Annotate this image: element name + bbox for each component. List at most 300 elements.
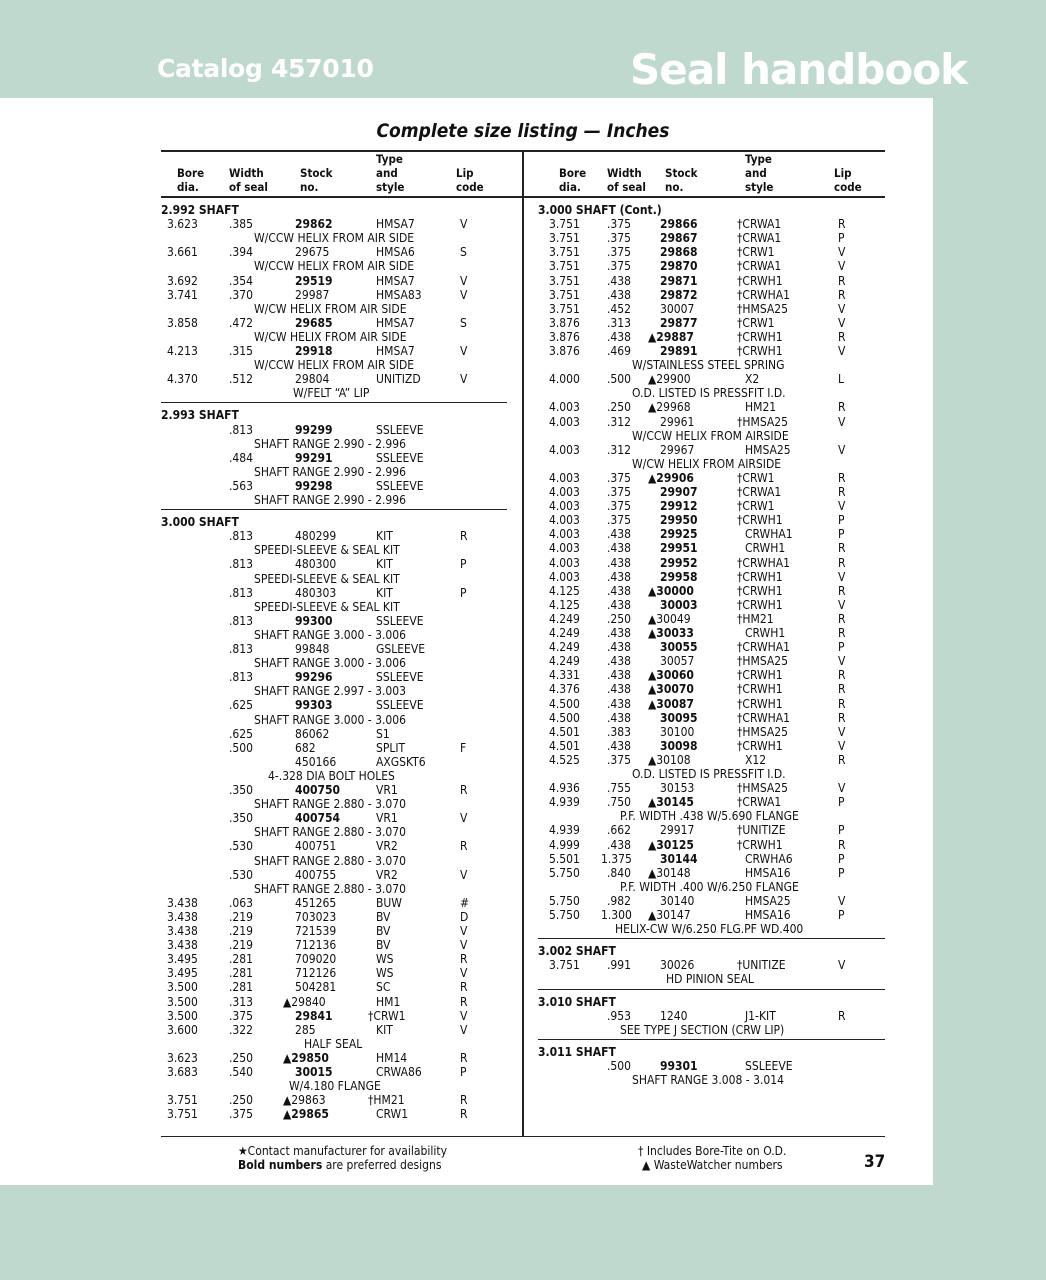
- left-header-width: Width: [229, 166, 264, 180]
- note-text: W/CCW HELIX FROM AIRSIDE: [632, 428, 789, 443]
- footer-contact: ★Contact manufacturer for availability: [238, 1144, 447, 1158]
- table-row: [0, 612, 1046, 626]
- lip-code: R: [838, 583, 846, 598]
- bore-dia: 3.495: [167, 952, 198, 967]
- row-note: [0, 767, 1046, 781]
- table-row: [0, 598, 1046, 612]
- type-style: †CRWHA1: [737, 710, 790, 725]
- lip-code: R: [838, 696, 846, 711]
- type-style: HMSA7: [376, 315, 415, 330]
- section-rule: [538, 989, 885, 990]
- row-note: [0, 972, 1046, 986]
- table-row: [0, 725, 1046, 739]
- bore-dia: 3.751: [549, 245, 580, 260]
- stock-number: 29841: [295, 1008, 333, 1023]
- lip-code: R: [460, 980, 468, 995]
- table-row: [0, 471, 1046, 485]
- lip-code: V: [460, 924, 468, 938]
- lip-code: R: [838, 682, 846, 697]
- lip-code: P: [838, 231, 845, 246]
- seal-width: .755: [607, 781, 632, 796]
- type-style: †CRWA1: [737, 259, 782, 274]
- right-header-width: Width: [607, 166, 642, 180]
- table-row: [0, 795, 1046, 812]
- stock-number: ▲30060: [648, 668, 694, 683]
- seal-width: .281: [229, 980, 254, 995]
- lip-code: V: [838, 781, 846, 796]
- seal-width: .813: [229, 642, 254, 656]
- stock-number: 29685: [295, 315, 333, 330]
- seal-width: .750: [607, 795, 632, 810]
- bore-dia: 4.003: [549, 470, 580, 485]
- seal-width: .563: [229, 478, 254, 493]
- footer-left-notes: [238, 1144, 447, 1172]
- type-style: GSLEEVE: [376, 642, 426, 656]
- bore-dia: 4.249: [549, 626, 580, 640]
- row-note: [0, 809, 1046, 826]
- seal-width: .375: [607, 513, 632, 528]
- lip-code: R: [838, 710, 846, 725]
- type-style: †CRWH1: [737, 597, 783, 612]
- stock-number: 450166: [295, 754, 337, 769]
- note-text: SHAFT RANGE 2.990 - 2.996: [254, 436, 407, 451]
- table-row: [0, 958, 1046, 972]
- bore-dia: 3.683: [167, 1065, 198, 1079]
- type-style: BV: [376, 938, 391, 953]
- type-style: KIT: [376, 585, 393, 600]
- table-row: [0, 274, 1046, 288]
- lip-code: R: [460, 783, 468, 797]
- table-row: [0, 527, 1046, 544]
- bore-dia: 3.741: [167, 287, 198, 302]
- table-row: [0, 668, 1046, 685]
- seal-width: .484: [229, 450, 254, 465]
- seal-width: .438: [607, 654, 632, 669]
- bore-dia: 4.525: [549, 752, 580, 767]
- seal-width: .500: [607, 1058, 632, 1073]
- lip-code: P: [838, 908, 845, 922]
- seal-width: .250: [607, 611, 632, 626]
- note-text: HD PINION SEAL: [666, 972, 754, 987]
- seal-width: .953: [607, 1008, 632, 1023]
- left-header-lip: Lip: [456, 166, 474, 180]
- note-text: SHAFT RANGE 3.000 - 3.006: [254, 627, 407, 642]
- stock-number: 29871: [660, 273, 698, 288]
- table-row: [0, 556, 1046, 570]
- seal-width: .281: [229, 952, 254, 967]
- note-text: SHAFT RANGE 2.997 - 3.003: [254, 684, 407, 699]
- stock-number: ▲29887: [648, 329, 694, 344]
- stock-number: ▲30148: [648, 865, 691, 880]
- seal-width: .383: [607, 724, 632, 739]
- lip-code: R: [838, 273, 846, 288]
- bore-dia: 4.003: [549, 527, 580, 542]
- lip-code: V: [460, 966, 468, 981]
- stock-number: 703023: [295, 909, 337, 924]
- stock-number: ▲29906: [648, 470, 694, 485]
- stock-number: ▲30070: [648, 682, 694, 697]
- lip-code: R: [460, 1107, 468, 1122]
- table-row: [0, 1093, 1046, 1107]
- seal-width: .512: [229, 372, 254, 387]
- table-row: [0, 781, 1046, 795]
- bore-dia: 4.213: [167, 344, 198, 358]
- lip-code: V: [838, 724, 846, 739]
- table-row: [0, 852, 1046, 866]
- note-text: 4-.328 DIA BOLT HOLES: [268, 768, 395, 783]
- type-style: VR2: [376, 839, 398, 854]
- lip-code: R: [838, 485, 846, 499]
- stock-number: 400750: [295, 783, 341, 797]
- bore-dia: 4.003: [549, 513, 580, 528]
- seal-width: .982: [607, 893, 632, 908]
- lip-code: R: [460, 1050, 468, 1065]
- lip-code: V: [460, 1008, 468, 1023]
- bore-dia: 4.376: [549, 682, 580, 697]
- table-row: [0, 894, 1046, 908]
- stock-number: 721539: [295, 924, 337, 938]
- seal-width: 1.375: [601, 851, 632, 866]
- table-row: [0, 654, 1046, 671]
- type-style: SSLEEVE: [376, 613, 424, 628]
- seal-width: .250: [229, 1050, 254, 1065]
- note-text: HALF SEAL: [304, 1036, 363, 1051]
- seal-width: .813: [229, 529, 254, 544]
- type-style: †HMSA25: [737, 781, 789, 796]
- lip-code: R: [838, 611, 846, 626]
- table-row: [0, 316, 1046, 330]
- lip-code: R: [838, 837, 846, 852]
- note-text: W/FELT “A” LIP: [293, 386, 370, 401]
- seal-width: .991: [607, 958, 632, 973]
- right-header-stock: no.: [665, 180, 684, 194]
- stock-number: 29519: [295, 273, 333, 288]
- lip-code: R: [460, 1093, 468, 1108]
- type-style: †CRWH1: [737, 273, 783, 288]
- seal-width: .250: [607, 400, 632, 415]
- stock-number: 712126: [295, 966, 337, 981]
- lip-code: #: [460, 895, 470, 910]
- lip-code: R: [838, 287, 846, 302]
- stock-number: 30007: [660, 301, 695, 316]
- bore-dia: 3.438: [167, 924, 198, 938]
- seal-width: .312: [607, 442, 632, 457]
- type-style: †CRWH1: [737, 682, 783, 697]
- lip-code: V: [838, 597, 846, 612]
- bore-dia: 4.249: [549, 654, 580, 669]
- stock-number: ▲29840: [283, 994, 326, 1009]
- lip-code: D: [460, 909, 469, 924]
- bore-dia: 4.331: [549, 668, 580, 683]
- table-row: [0, 584, 1046, 598]
- seal-width: .354: [229, 273, 254, 288]
- section-title: 3.002 SHAFT: [538, 944, 616, 959]
- seal-width: .375: [607, 245, 632, 260]
- stock-number: 29891: [660, 344, 698, 358]
- stock-number: ▲29863: [283, 1093, 326, 1108]
- seal-width: .375: [607, 231, 632, 246]
- bore-dia: 3.751: [549, 217, 580, 232]
- footer-bold-label: Bold numbers: [238, 1158, 323, 1172]
- stock-number: ▲30049: [648, 611, 691, 626]
- type-style: CRWA86: [376, 1065, 422, 1079]
- note-text: SEE TYPE J SECTION (CRW LIP): [620, 1022, 785, 1037]
- type-style: †CRWA1: [737, 217, 782, 232]
- type-style: †UNITIZE: [737, 823, 786, 838]
- stock-number: 29872: [660, 287, 698, 302]
- stock-number: 29950: [660, 513, 698, 528]
- stock-number: 29987: [295, 287, 330, 302]
- seal-width: .438: [607, 527, 632, 542]
- note-text: SPEEDI-SLEEVE & SEAL KIT: [254, 571, 400, 586]
- lip-code: V: [460, 811, 468, 826]
- page-number: 37: [864, 1152, 886, 1172]
- type-style: HMSA7: [376, 217, 415, 232]
- bore-dia: 3.438: [167, 909, 198, 924]
- note-text: W/CCW HELIX FROM AIR SIDE: [254, 259, 415, 274]
- note-text: SHAFT RANGE 2.990 - 2.996: [254, 464, 407, 479]
- lip-code: P: [460, 557, 467, 572]
- type-style: WS: [376, 952, 394, 967]
- seal-width: .375: [607, 485, 632, 499]
- right-header-type: and: [745, 166, 767, 180]
- type-style: SPLIT: [376, 740, 406, 755]
- stock-number: 29918: [295, 344, 333, 358]
- lip-code: R: [838, 217, 846, 232]
- stock-number: 29967: [660, 442, 695, 457]
- bore-dia: 3.500: [167, 1008, 198, 1023]
- lip-code: P: [838, 851, 845, 866]
- bore-dia: 4.501: [549, 724, 580, 739]
- seal-width: .813: [229, 585, 254, 600]
- table-row: [0, 415, 1046, 429]
- section-title: 3.000 SHAFT (Cont.): [538, 203, 662, 217]
- stock-number: 30003: [660, 597, 698, 612]
- bore-dia: 3.751: [549, 301, 580, 316]
- note-text: SHAFT RANGE 2.880 - 3.070: [254, 881, 407, 896]
- lip-code: V: [460, 344, 468, 358]
- bore-dia: 3.751: [167, 1107, 198, 1122]
- stock-number: ▲30033: [648, 626, 694, 640]
- stock-number: 29925: [660, 527, 698, 542]
- bore-dia: 3.751: [549, 273, 580, 288]
- stock-number: 30057: [660, 654, 695, 669]
- bore-dia: 3.751: [167, 1093, 198, 1108]
- bore-dia: 3.876: [549, 315, 580, 330]
- right-header-type-top: Type: [745, 152, 772, 166]
- section-title: 3.010 SHAFT: [538, 994, 616, 1009]
- type-style: BUW: [376, 895, 402, 910]
- left-header-type-top: Type: [376, 152, 403, 166]
- stock-number: 30055: [660, 640, 698, 655]
- right-header-type: style: [745, 180, 774, 194]
- stock-number: 99301: [660, 1058, 698, 1073]
- stock-number: ▲30087: [648, 696, 694, 711]
- seal-width: .438: [607, 597, 632, 612]
- seal-width: .322: [229, 1022, 254, 1037]
- type-style: †CRW1: [368, 1008, 406, 1023]
- seal-width: .375: [607, 217, 632, 232]
- lip-code: V: [460, 867, 468, 882]
- seal-width: .350: [229, 811, 254, 826]
- catalog-number: Catalog 457010: [157, 54, 374, 83]
- seal-width: .219: [229, 938, 254, 953]
- note-text: SHAFT RANGE 2.880 - 3.070: [254, 853, 407, 868]
- seal-width: .063: [229, 895, 254, 910]
- type-style: CRWH1: [745, 626, 786, 640]
- stock-number: ▲29900: [648, 372, 691, 387]
- stock-number: 285: [295, 1022, 316, 1037]
- seal-width: .315: [229, 344, 254, 358]
- type-style: CRWH1: [745, 541, 786, 556]
- bore-dia: 3.661: [167, 245, 198, 260]
- left-header-lip: code: [456, 180, 484, 194]
- type-style: KIT: [376, 1022, 393, 1037]
- stock-number: 30015: [295, 1065, 333, 1079]
- bore-dia: 3.692: [167, 273, 198, 288]
- type-style: HMSA6: [376, 245, 415, 260]
- lip-code: V: [838, 259, 846, 274]
- section-heading: [0, 203, 1046, 217]
- lip-code: V: [460, 1022, 468, 1037]
- type-style: KIT: [376, 529, 393, 544]
- type-style: †CRWH1: [737, 344, 783, 358]
- type-style: †CRWH1: [737, 696, 783, 711]
- type-style: VR1: [376, 811, 398, 826]
- type-style: HMSA16: [745, 865, 791, 880]
- lip-code: V: [838, 245, 846, 260]
- lip-code: V: [838, 499, 846, 514]
- bore-dia: 3.623: [167, 1050, 198, 1065]
- bore-dia: 4.003: [549, 555, 580, 570]
- lip-code: V: [838, 315, 846, 330]
- table-row: [0, 485, 1046, 499]
- lip-code: R: [838, 400, 846, 415]
- lip-code: R: [460, 839, 468, 854]
- bore-dia: 3.600: [167, 1022, 198, 1037]
- lip-code: P: [838, 795, 845, 810]
- stock-number: 30095: [660, 710, 698, 725]
- lip-code: V: [838, 442, 846, 457]
- type-style: †CRWH1: [737, 329, 783, 344]
- table-row: [0, 499, 1046, 513]
- stock-number: 99303: [295, 698, 333, 713]
- stock-number: 682: [295, 740, 316, 755]
- table-row: [0, 711, 1046, 725]
- lip-code: V: [460, 372, 468, 387]
- seal-width: .385: [229, 217, 254, 232]
- bore-dia: 3.438: [167, 895, 198, 910]
- bore-dia: 4.370: [167, 372, 198, 387]
- left-header-bore: Bore: [177, 166, 205, 180]
- note-text: W/CW HELIX FROM AIRSIDE: [632, 456, 782, 471]
- seal-width: .438: [607, 287, 632, 302]
- stock-number: 30100: [660, 724, 695, 739]
- stock-number: 400755: [295, 867, 337, 882]
- lip-code: R: [838, 329, 846, 344]
- bore-dia: 4.999: [549, 837, 580, 852]
- stock-number: ▲30108: [648, 752, 691, 767]
- type-style: †UNITIZE: [737, 958, 786, 973]
- table-row: [0, 908, 1046, 922]
- type-style: AXGSKT6: [376, 754, 426, 769]
- stock-number: ▲29865: [283, 1107, 329, 1122]
- stock-number: 29951: [660, 541, 698, 556]
- type-style: HM14: [376, 1050, 408, 1065]
- bore-dia: 4.501: [549, 738, 580, 753]
- section-title: 2.992 SHAFT: [161, 203, 239, 217]
- right-header-bore: Bore: [559, 166, 587, 180]
- type-style: †HMSA25: [737, 301, 789, 316]
- type-style: UNITIZD: [376, 372, 421, 387]
- type-style: †CRWHA1: [737, 640, 790, 655]
- bore-dia: 3.495: [167, 966, 198, 981]
- stock-number: 29961: [660, 414, 695, 429]
- row-note: [0, 429, 1046, 443]
- type-style: SSLEEVE: [376, 450, 424, 465]
- note-text: P.F. WIDTH .438 W/5.690 FLANGE: [620, 809, 799, 824]
- table-row: [0, 245, 1046, 259]
- handbook-title: Seal handbook: [630, 45, 968, 94]
- seal-width: .500: [607, 372, 632, 387]
- type-style: HM21: [745, 400, 777, 415]
- type-style: HMSA83: [376, 287, 422, 302]
- seal-width: .375: [229, 1008, 254, 1023]
- bore-dia: 3.500: [167, 994, 198, 1009]
- bore-dia: 3.751: [549, 231, 580, 246]
- table-row: [0, 1059, 1046, 1073]
- table-row: [0, 330, 1046, 344]
- row-note: [0, 457, 1046, 471]
- type-style: SSLEEVE: [376, 698, 424, 713]
- type-style: †CRW1: [737, 315, 775, 330]
- lip-code: R: [460, 952, 468, 967]
- type-style: SSLEEVE: [745, 1058, 793, 1073]
- type-style: CRWHA1: [745, 527, 793, 542]
- table-row: [0, 866, 1046, 880]
- type-style: X2: [745, 372, 760, 387]
- page-title: Complete size listing — Inches: [376, 120, 670, 142]
- bore-dia: 3.858: [167, 315, 198, 330]
- type-style: †CRWHA1: [737, 287, 790, 302]
- table-row: [0, 288, 1046, 302]
- bore-dia: 4.939: [549, 795, 580, 810]
- lip-code: V: [460, 938, 468, 953]
- type-style: †CRW1: [737, 499, 775, 514]
- type-style: †CRW1: [737, 470, 775, 485]
- stock-number: 29868: [660, 245, 698, 260]
- seal-width: .813: [229, 422, 254, 437]
- type-style: †CRWH1: [737, 738, 783, 753]
- bore-dia: 4.939: [549, 823, 580, 838]
- stock-number: 29870: [660, 259, 698, 274]
- bore-dia: 5.750: [549, 893, 580, 908]
- bore-dia: 4.936: [549, 781, 580, 796]
- left-header-type: style: [376, 180, 405, 194]
- header-band: [0, 0, 1046, 98]
- type-style: J1-KIT: [745, 1008, 776, 1023]
- bore-dia: 4.003: [549, 442, 580, 457]
- lip-code: S: [460, 315, 467, 330]
- table-row: [0, 1009, 1046, 1023]
- type-style: HMSA7: [376, 344, 415, 358]
- stock-number: 1240: [660, 1008, 688, 1023]
- lip-code: V: [838, 654, 846, 669]
- seal-width: .662: [607, 823, 632, 838]
- note-text: SHAFT RANGE 2.880 - 3.070: [254, 825, 407, 840]
- footer-boretite: † Includes Bore-Tite on O.D.: [638, 1144, 787, 1158]
- stock-number: 29862: [295, 217, 333, 232]
